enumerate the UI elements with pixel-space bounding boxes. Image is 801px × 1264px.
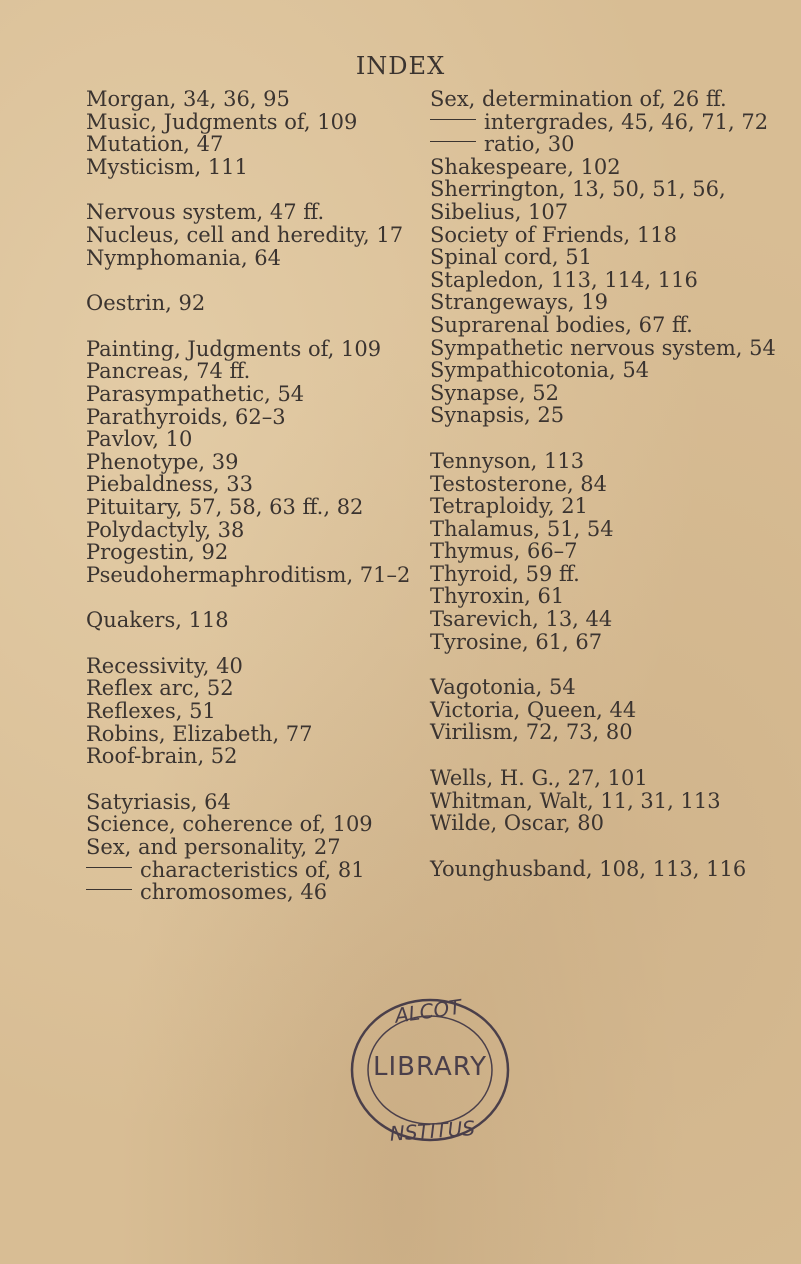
entry-text: Thymus, 66–7 [430,539,578,564]
entry-text: Pavlov, 10 [86,427,193,452]
index-entry [430,518,770,541]
library-stamp [340,990,520,1150]
stamp-top-text: ALCOT [393,994,463,1028]
entry-text: Satyriasis, 64 [86,789,231,814]
index-entry [86,133,406,156]
ditto-dash [430,119,476,120]
index-entry [430,790,770,813]
index-column-right [430,87,776,881]
entry-text: Sex, determination of, 26 ff. [430,87,727,111]
entry-text: Robins, Elizabeth, 77 [86,721,313,746]
index-entry [430,699,770,722]
index-entry [86,201,406,224]
entry-text: Sympathicotonia, 54 [430,358,650,383]
ditto-dash [430,141,476,142]
index-entry [86,655,406,678]
entry-gap [430,835,770,858]
entry-text: Oestrin, 92 [86,291,206,316]
entry-gap [86,269,406,292]
index-entry [86,383,406,406]
index-subentry [430,133,770,156]
entry-text: Morgan, 34, 36, 95 [86,87,290,111]
entry-gap [86,178,406,201]
index-entry [86,224,406,247]
index-entry [430,858,770,881]
entry-text: Nervous system, 47 ff. [86,200,325,225]
index-entry [86,247,406,270]
entry-text: Music, Judgments of, 109 [86,109,358,134]
index-entry [430,608,770,631]
entry-text: Thalamus, 51, 54 [430,516,614,541]
entry-text: intergrades, 45, 46, 71, 72 [484,109,769,134]
entry-text: Roof-brain, 52 [86,744,238,769]
index-entry [430,767,770,790]
index-entry [430,201,770,224]
index-entry [86,562,411,587]
entry-gap [86,586,406,609]
index-entry [86,609,406,632]
entry-text: Whitman, Walt, 11, 31, 113 [430,788,721,813]
index-entry [430,156,770,179]
index-entry [430,473,770,496]
entry-text: Phenotype, 39 [86,449,239,474]
entry-text: Tetraploidy, 21 [430,494,588,519]
index-entry [430,359,770,382]
entry-text: ratio, 30 [484,132,575,157]
entry-text: Younghusband, 108, 113, 116 [430,856,747,881]
entry-text: Wilde, Oscar, 80 [430,811,604,836]
entry-text: Reflex arc, 52 [86,676,234,701]
entry-text: Sibelius, 107 [430,199,569,224]
index-subentry [86,881,406,904]
entry-gap [430,653,770,676]
entry-text: Pituitary, 57, 58, 63 ff., 82 [86,494,364,519]
entry-text: Science, coherence of, 109 [86,812,373,837]
index-entry [430,224,770,247]
index-entry [430,563,770,586]
entry-text: Tennyson, 113 [430,448,585,473]
index-entry [86,473,406,496]
entry-text: Tyrosine, 61, 67 [430,629,603,654]
index-entry [430,676,770,699]
stamp-label: LIBRARY [372,1052,488,1082]
entry-text: Sherrington, 13, 50, 51, 56, [430,177,726,202]
entry-text: Mutation, 47 [86,132,224,157]
entry-text: Virilism, 72, 73, 80 [430,720,633,745]
entry-text: Thyroxin, 61 [430,584,565,609]
entry-text: Sympathetic nervous system, 54 [430,335,776,360]
stamp-bottom-text: NSTITUS [388,1115,476,1146]
entry-text: Stapledon, 113, 114, 116 [430,267,698,292]
index-entry [430,450,770,473]
index-entry [430,88,770,111]
entry-text: Pancreas, 74 ff. [86,359,251,384]
index-entry [86,451,406,474]
entry-gap [86,632,406,655]
entry-text: Polydactyly, 38 [86,517,245,542]
entry-text: Thyroid, 59 ff. [430,561,580,586]
index-entry [86,338,406,361]
entry-text: Mysticism, 111 [86,154,248,179]
entry-gap [86,768,406,791]
entry-text: Parathyroids, 62–3 [86,404,286,429]
index-entry [430,246,770,269]
index-entry [430,314,770,337]
index-subentry [86,859,406,882]
entry-gap [430,427,770,450]
entry-text: Parasympathetic, 54 [86,381,305,406]
entry-gap [86,315,406,338]
index-entry [86,791,406,814]
entry-text: Painting, Judgments of, 109 [86,336,382,361]
entry-text: Synapsis, 25 [430,403,565,428]
index-entry [86,428,406,451]
entry-text: Victoria, Queen, 44 [430,697,637,722]
page-title: INDEX [355,52,446,80]
index-entry [86,745,406,768]
index-entry [86,292,406,315]
index-entry [86,677,406,700]
entry-text: Nucleus, cell and heredity, 17 [86,222,404,247]
entry-text: Nymphomania, 64 [86,245,282,270]
index-entry [86,836,406,859]
index-entry [430,540,770,563]
entry-text: Pseudohermaphroditism, 71–2 [86,562,411,587]
index-entry [430,291,770,314]
entry-text: Tsarevich, 13, 44 [430,607,613,632]
index-entry [430,495,770,518]
index-entry [430,585,770,608]
index-entry [86,700,406,723]
index-entry [86,541,406,564]
entry-text: Sex, and personality, 27 [86,835,341,860]
entry-text: Spinal cord, 51 [430,245,592,270]
index-entry [86,813,406,836]
entry-text: Shakespeare, 102 [430,154,621,179]
index-entry [86,496,406,519]
entry-text: Wells, H. G., 27, 101 [430,766,648,791]
entry-text: Piebaldness, 33 [86,472,253,497]
index-entry [430,721,770,744]
entry-text: Society of Friends, 118 [430,222,677,247]
entry-text: Synapse, 52 [430,380,560,405]
index-entry [86,723,406,746]
index-entry [430,812,770,835]
entry-text: Testosterone, 84 [430,471,608,496]
index-entry [86,88,406,111]
entry-text: Progestin, 92 [86,540,229,565]
entry-text: characteristics of, 81 [140,857,365,882]
entry-gap [430,744,770,767]
index-entry [86,519,406,542]
ditto-dash [86,889,132,890]
index-entry [430,382,770,405]
index-entry [430,178,770,201]
index-entry [86,156,406,179]
entry-text: Recessivity, 40 [86,653,243,678]
entry-text: Reflexes, 51 [86,699,216,724]
ditto-dash [86,867,132,868]
index-entry [430,269,770,292]
index-entry [430,631,770,654]
entry-text: chromosomes, 46 [140,880,328,905]
index-entry [86,360,406,383]
entry-text: Suprarenal bodies, 67 ff. [430,312,693,337]
index-entry [430,404,770,427]
entry-text: Quakers, 118 [86,608,229,633]
entry-text: Strangeways, 19 [430,290,608,315]
index-entry [86,406,406,429]
index-entry [86,111,406,134]
index-column-left [86,87,411,905]
index-entry [430,335,776,360]
entry-text: Vagotonia, 54 [430,675,576,700]
index-subentry [430,111,770,134]
